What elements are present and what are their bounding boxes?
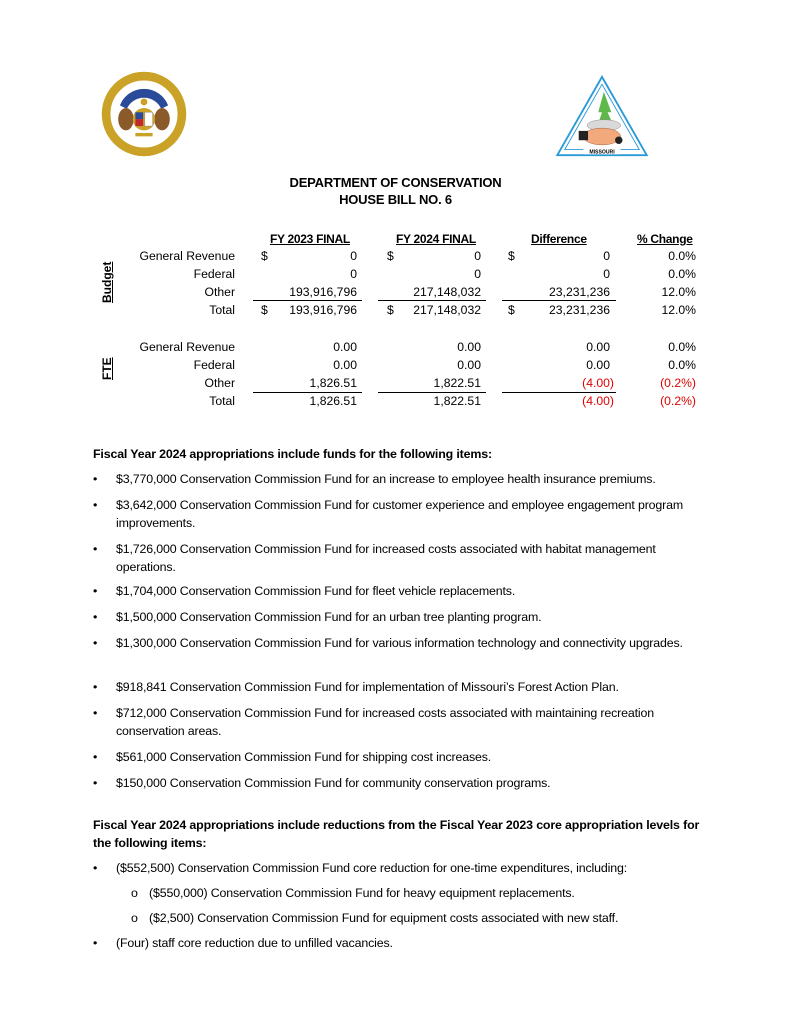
difference-value: 0 xyxy=(603,267,610,281)
fte-subtotal-rule-fy2023 xyxy=(253,392,362,393)
bill-number: HOUSE BILL NO. 6 xyxy=(339,192,452,207)
fy2024-value: 0.00 xyxy=(457,340,481,354)
pct-change-value: 12.0% xyxy=(661,303,696,317)
pct-change-value: (0.2%) xyxy=(660,376,696,390)
currency-symbol: $ xyxy=(387,303,394,317)
fy2024-value: 0 xyxy=(474,249,481,263)
fy2024-value: 1,822.51 xyxy=(433,394,481,408)
increase-item-text: $918,841 Conservation Commission Fund for implementation of Missouri’s Forest Action Plan. xyxy=(116,680,619,694)
sub-bullet-icon: o xyxy=(131,911,138,925)
fy2024-value: 217,148,032 xyxy=(413,285,481,299)
bullet-icon: • xyxy=(93,680,98,694)
fy2023-value: 193,916,796 xyxy=(289,285,357,299)
col-header-difference: Difference xyxy=(531,232,587,246)
difference-value: 0 xyxy=(603,249,610,263)
fy2023-value: 0 xyxy=(350,249,357,263)
budget-subtotal-rule-fy2024 xyxy=(378,300,486,301)
row-label: Other xyxy=(204,285,235,299)
difference-value: 23,231,236 xyxy=(549,285,610,299)
reduction-item-text: (Four) staff core reduction due to unfilled vacancies. xyxy=(116,936,393,950)
increase-item-text: $150,000 Conservation Commission Fund for community conservation programs. xyxy=(116,776,551,790)
fy2024-value: 1,822.51 xyxy=(433,376,481,390)
missouri-state-seal-logo xyxy=(101,71,187,157)
increase-item-text: $1,500,000 Conservation Commission Fund for an urban tree planting program. xyxy=(116,610,542,624)
reductions-heading: Fiscal Year 2024 appropriations include reductions from the Fiscal Year 2023 core appropriation levels for the following items: xyxy=(93,818,700,850)
reduction-sub-item-text: ($2,500) Conservation Commission Fund for equipment costs associated with new staff. xyxy=(149,911,619,925)
row-label: Other xyxy=(204,376,235,390)
increase-item-text: $1,704,000 Conservation Commission Fund for fleet vehicle replacements. xyxy=(116,584,516,598)
bullet-icon: • xyxy=(93,750,98,764)
sub-bullet-icon: o xyxy=(131,886,138,900)
increase-item-text: $712,000 Conservation Commission Fund for increased costs associated with maintaining recreation conservation areas. xyxy=(116,706,654,738)
row-label: Total xyxy=(209,303,235,317)
pct-change-value: 0.0% xyxy=(668,267,696,281)
difference-value: 0.00 xyxy=(586,358,610,372)
bullet-icon: • xyxy=(93,610,98,624)
currency-symbol: $ xyxy=(261,303,268,317)
fy2024-value: 217,148,032 xyxy=(413,303,481,317)
increase-item-text: $3,642,000 Conservation Commission Fund for customer experience and employee engagement program improvements. xyxy=(116,498,684,530)
fy2023-value: 0.00 xyxy=(333,340,357,354)
increase-item-text: $1,300,000 Conservation Commission Fund for various information technology and connectivity upgrades. xyxy=(116,636,683,650)
reduction-item-text: ($552,500) Conservation Commission Fund core reduction for one-time expenditures, including: xyxy=(116,861,628,875)
increase-item-text: $3,770,000 Conservation Commission Fund for an increase to employee health insurance premiums. xyxy=(116,472,656,486)
fte-subtotal-rule-difference xyxy=(502,392,616,393)
currency-symbol: $ xyxy=(508,249,515,263)
bullet-icon: • xyxy=(93,636,98,650)
bullet-icon: • xyxy=(93,861,98,875)
bullet-icon: • xyxy=(93,706,98,720)
col-header-fy2023: FY 2023 FINAL xyxy=(270,232,350,246)
pct-change-value: 0.0% xyxy=(668,249,696,263)
department-title: DEPARTMENT OF CONSERVATION xyxy=(289,175,502,190)
pct-change-value: 0.0% xyxy=(668,340,696,354)
row-label: Total xyxy=(209,394,235,408)
row-label: General Revenue xyxy=(139,340,235,354)
bullet-icon: • xyxy=(93,936,98,950)
fy2024-value: 0 xyxy=(474,267,481,281)
fy2023-value: 0 xyxy=(350,267,357,281)
currency-symbol: $ xyxy=(387,249,394,263)
currency-symbol: $ xyxy=(261,249,268,263)
bullet-icon: • xyxy=(93,472,98,486)
budget-section-label: Budget xyxy=(100,261,114,303)
pct-change-value: 12.0% xyxy=(661,285,696,299)
svg-text:MISSOURI: MISSOURI xyxy=(589,149,615,156)
fy2024-value: 0.00 xyxy=(457,358,481,372)
reduction-sub-item-text: ($550,000) Conservation Commission Fund for heavy equipment replacements. xyxy=(149,886,575,900)
fy2023-value: 193,916,796 xyxy=(289,303,357,317)
increases-heading: Fiscal Year 2024 appropriations include funds for the following items: xyxy=(93,447,492,461)
difference-value: 23,231,236 xyxy=(549,303,610,317)
conservation-department-logo xyxy=(555,75,649,157)
row-label: Federal xyxy=(193,358,235,372)
bullet-icon: • xyxy=(93,776,98,790)
bullet-icon: • xyxy=(93,584,98,598)
pct-change-value: 0.0% xyxy=(668,358,696,372)
increase-item-text: $1,726,000 Conservation Commission Fund for increased costs associated with habitat management operations. xyxy=(116,542,656,574)
fy2023-value: 1,826.51 xyxy=(309,376,357,390)
fte-section-label: FTE xyxy=(100,357,114,380)
fte-subtotal-rule-fy2024 xyxy=(378,392,486,393)
budget-subtotal-rule-fy2023 xyxy=(253,300,362,301)
fy2023-value: 0.00 xyxy=(333,358,357,372)
difference-value: (4.00) xyxy=(582,394,614,408)
col-header-pct-change: % Change xyxy=(637,232,693,246)
difference-value: 0.00 xyxy=(586,340,610,354)
bullet-icon: • xyxy=(93,498,98,512)
pct-change-value: (0.2%) xyxy=(660,394,696,408)
budget-subtotal-rule-difference xyxy=(502,300,616,301)
difference-value: (4.00) xyxy=(582,376,614,390)
bullet-icon: • xyxy=(93,542,98,556)
row-label: Federal xyxy=(193,267,235,281)
currency-symbol: $ xyxy=(508,303,515,317)
col-header-fy2024: FY 2024 FINAL xyxy=(396,232,476,246)
increase-item-text: $561,000 Conservation Commission Fund for shipping cost increases. xyxy=(116,750,492,764)
row-label: General Revenue xyxy=(139,249,235,263)
fy2023-value: 1,826.51 xyxy=(309,394,357,408)
